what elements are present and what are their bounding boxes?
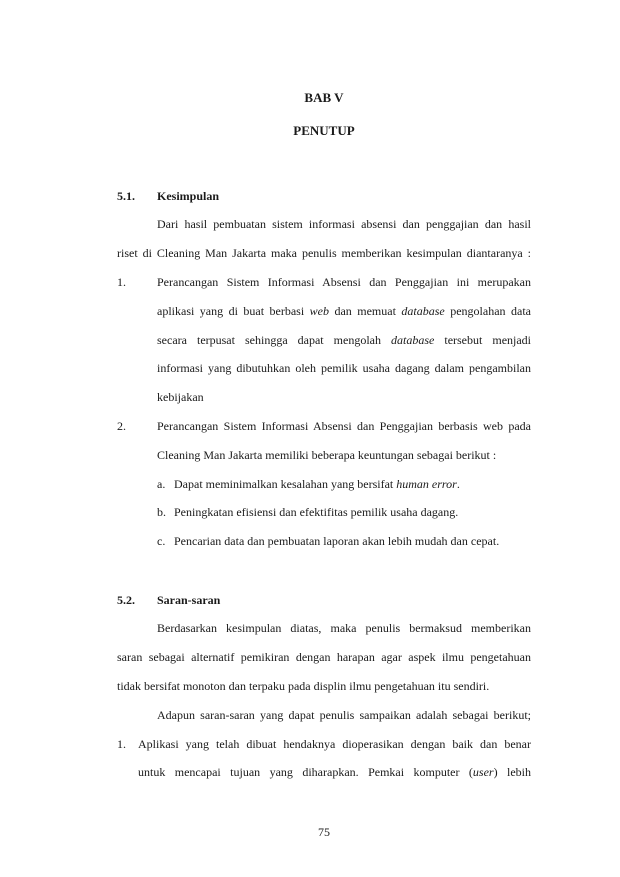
section-heading: Saran-saran xyxy=(157,592,221,607)
list-item xyxy=(117,268,531,412)
list-item-line xyxy=(117,354,531,383)
text-segment: secara terpusat sehingga dapat mengolah xyxy=(157,332,391,347)
list-item-line xyxy=(117,326,531,355)
text-segment: tersebut menjadi xyxy=(434,332,532,347)
chapter-title: PENUTUP xyxy=(293,123,355,138)
text-segment: pengolahan data xyxy=(444,303,531,318)
text-segment: . xyxy=(456,476,460,491)
sublist-item xyxy=(117,498,531,527)
paragraph-line: riset di Cleaning Man Jakarta maka penulis memberikan kesimpulan diantaranya : xyxy=(117,246,531,261)
section-kesimpulan xyxy=(117,182,531,556)
list-item-line xyxy=(117,758,531,787)
text-segment: Dapat meminimalkan kesalahan yang bersifat xyxy=(174,476,397,491)
paragraph-line: Berdasarkan kesimpulan diatas, maka penulis bermaksud memberikan xyxy=(157,621,531,636)
section-number: 5.1. xyxy=(117,188,135,203)
paragraph-line: Adapun saran-saran yang dapat penulis sampaikan adalah sebagai berikut; xyxy=(157,707,531,722)
text-segment: Peningkatan efisiensi dan efektifitas pemilik usaha dagang. xyxy=(174,505,459,520)
italic-term: database xyxy=(401,303,445,318)
text-segment: ) lebih xyxy=(493,765,531,780)
text-segment: informasi yang dibutuhkan oleh pemilik usaha dagang dalam pengambilan xyxy=(157,361,531,376)
list-marker: 1. xyxy=(117,274,126,289)
sublist-item xyxy=(117,527,531,556)
italic-term: human error xyxy=(396,476,457,491)
list-item-line xyxy=(117,383,531,412)
page-number: 75 xyxy=(318,825,330,839)
section-header xyxy=(117,586,531,615)
list-item xyxy=(117,412,531,556)
section-saran xyxy=(117,586,531,788)
text-segment: Perancangan Sistem Informasi Absensi dan Penggajian berbasis web pada xyxy=(157,418,531,433)
text-segment: Cleaning Man Jakarta memiliki beberapa keuntungan sebagai berikut : xyxy=(157,447,497,462)
text-segment: Aplikasi yang telah dibuat hendaknya dioperasikan dengan baik dan benar xyxy=(138,736,531,751)
text-segment: Pencarian data dan pembuatan laporan akan lebih mudah dan cepat. xyxy=(174,534,500,549)
section-header xyxy=(117,182,531,211)
text-segment: untuk mencapai tujuan yang diharapkan. Pemkai komputer ( xyxy=(138,765,473,780)
list-item-line xyxy=(117,412,531,441)
paragraph-line: tidak bersifat monoton dan terpaku pada displin ilmu pengetahuan itu sendiri. xyxy=(117,678,490,693)
text-segment: aplikasi yang di buat berbasi xyxy=(157,303,310,318)
sublist-marker: c. xyxy=(157,534,166,549)
section-heading: Kesimpulan xyxy=(157,188,220,203)
list-item-line xyxy=(117,268,531,297)
sublist-marker: b. xyxy=(157,505,166,520)
italic-term: database xyxy=(391,332,435,347)
list-marker: 2. xyxy=(117,418,126,433)
text-segment: Perancangan Sistem Informasi Absensi dan Penggajian ini merupakan xyxy=(157,274,531,289)
paragraph-line: saran sebagai alternatif pemikiran dengan harapan agar aspek ilmu pengetahuan xyxy=(117,650,531,665)
section-number: 5.2. xyxy=(117,592,135,607)
list-marker: 1. xyxy=(117,736,126,751)
italic-term: user xyxy=(472,765,494,780)
list-item-line xyxy=(117,297,531,326)
text-segment: dan memuat xyxy=(329,303,402,318)
list-item-line xyxy=(117,730,531,759)
text-segment: kebijakan xyxy=(157,390,204,405)
sublist-item xyxy=(117,470,531,499)
paragraph-line: Dari hasil pembuatan sistem informasi absensi dan penggajian dan hasil xyxy=(157,217,531,232)
sublist-marker: a. xyxy=(157,476,166,491)
list-item xyxy=(117,730,531,788)
chapter-label: BAB V xyxy=(304,90,344,105)
list-item-line xyxy=(117,441,531,470)
italic-term: web xyxy=(309,303,329,318)
